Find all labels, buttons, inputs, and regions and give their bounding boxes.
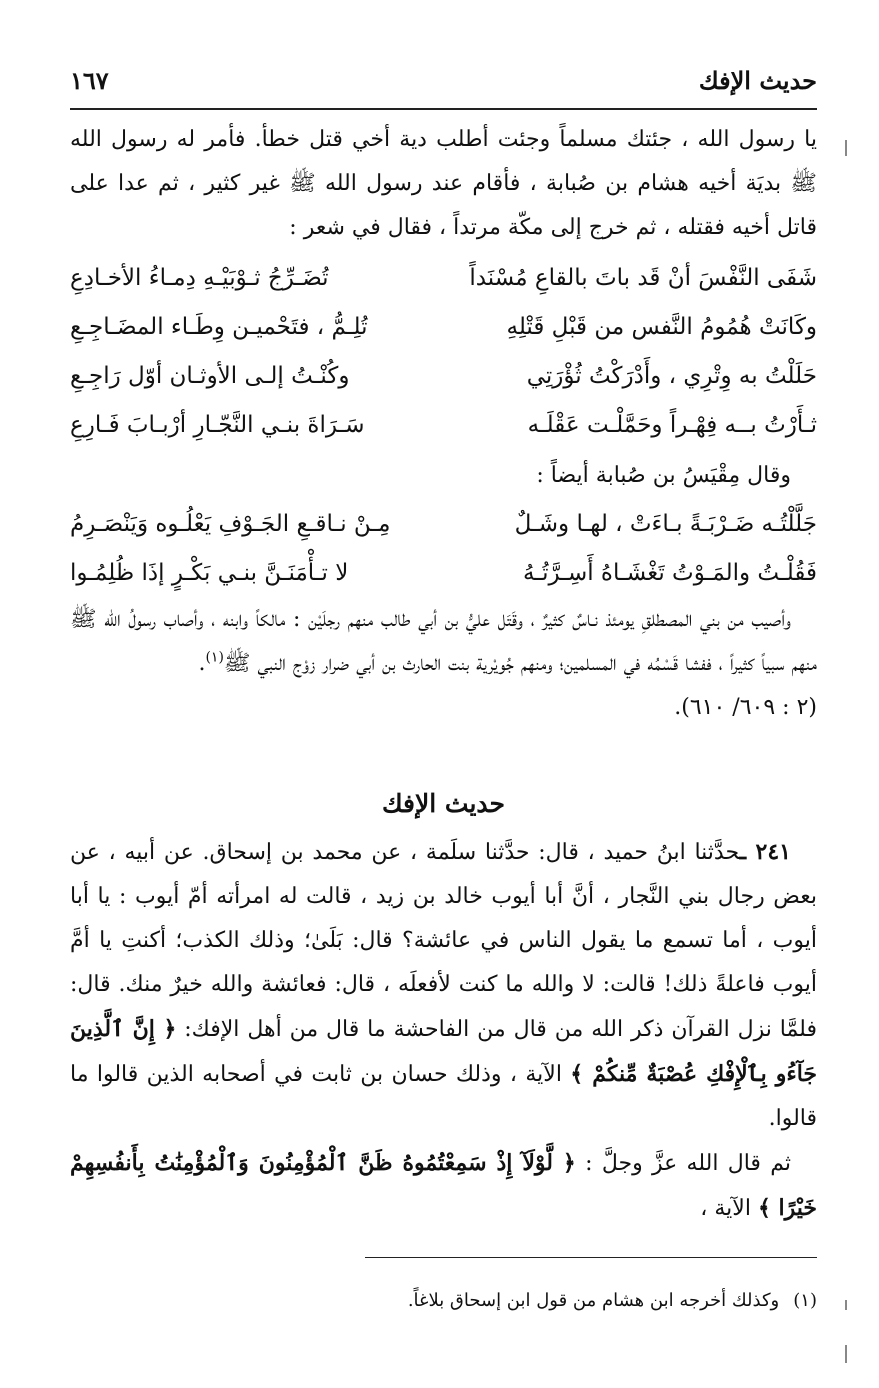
verse-first-hemistich: شَفَى النَّفْسَ أنْ قَد باتَ بالقاعِ مُسْنَداً [469,265,817,291]
hadith-text: الآية ، [700,1196,751,1221]
quran-verse: ﴿ إِنَّ ٱلَّذِينَ جَآءُو بِٱلْإِفْكِ عُصْبَةٌ مِّنكُمْ ﴾ [70,1016,817,1087]
quran-verse: ﴿ لَّوْلَآ إِذْ سَمِعْتُمُوهُ ظَنَّ ٱلْمُؤْمِنُونَ وَٱلْمُؤْمِنَٰتُ بِأَنفُسِهِمْ خَيْرًا ﴾ [70,1150,817,1221]
verse [70,549,817,598]
verse-second-hemistich: تُضَـرِّجُ ثـوْبَيْـهِ دِمـاءُ الأخـادِعِ [70,265,329,291]
running-title: حديث الإفك [698,66,817,95]
intro-paragraph: يا رسول الله ، جئتك مسلماً وجئت أطلب دية أخي قتل خطأ. فأمر له رسول الله ﷺ بديَة أخيه هشام بن صُبابة ، فأقام عند رسول الله ﷺ غير كثير ، ثم عدا على قاتل أخيه فقتله ، ثم خرج إلى مكّة مرتداً ، فقال في شعر : [70,127,817,240]
verse-first-hemistich: حَلَلْتُ به وِتْرِي ، وأَدْرَكْتُ ثُؤْرَتِي [526,363,817,389]
footnote-text: وكذلك أخرجه ابن هشام من قول ابن إسحاق بلاغاً. [407,1290,780,1311]
after-poem-paragraph [70,598,817,730]
verse-first-hemistich: ثـأَرْتُ بــه فِهْـراً وحَمَّلْـت عَقْلَـه [527,412,817,438]
page-body [70,118,817,1231]
verse-first-hemistich: فَقُلْـتُ والمَـوْتُ تَغْشَـاهُ أَسِـرَّتُـهُ [523,560,817,586]
after-poem-text: وأصيب من بني المصطلقِ يومئذ نـاسٌ كثيرٌ ، وقَتَل عليُّ بن أبي طالب منهم رجلَيْن : مالكاً وابنه ، وأصاب رسولُ الله ﷺ منهم سبياً كثيراً ، ففشا قَسْمُه في المسلمين؛ ومنهم جُويْرية بنت الحارث بن أبي ضرار زوْج النبي ﷺ [70,607,817,676]
verse [70,352,817,401]
margin-mark [845,140,847,156]
footnote-rule [365,1257,817,1258]
hadith-text: ثم قال الله عزَّ وجلَّ : [585,1151,791,1176]
verse-second-hemistich: مِـنْ نـاقـعِ الجَـوْفِ يَعْلُـوه وَيَنْصَـرِمُ [70,511,391,537]
hadith-text: الآية ، وذلك حسان بن ثابت في أصحابه الذين قالوا ما قالوا. [70,1062,817,1131]
verse-first-hemistich: جَلَّلْتُـه ضَـرْبَـةً بـاءَتْ ، لهـا وشَـلٌ [514,511,817,537]
margin-mark [845,1300,847,1310]
hadith-continuation [70,1141,817,1231]
header-rule [70,108,817,110]
source-reference: (٢ : ٦٠٩/ ٦١٠). [674,695,817,720]
verse-first-hemistich: وكَانَتْ هُمُومُ النَّفس من قَبْلِ قَتْلِهِ [506,314,817,340]
verse-second-hemistich: سَـرَاةَ بنـي النَّجّـارِ أرْبـابَ فَـارِعِ [70,412,365,438]
poem-two [70,500,817,598]
poem-two-intro: وقال مِقْيَسُ بن صُبابة أيضاً : [536,463,791,488]
hadith-text: حدَّثنا ابنُ حميد ، قال: حدَّثنا سلَمة ، عن محمد بن إسحاق. عن أبيه ، عن بعض رجال بني النَّجار ، أنَّ أبا أيوب خالد بن زيد ، قالت له امرأته أمّ أيوب : يا أبا أيوب ، أما تسمع ما يقول الناس في عائشة؟ قال: بَلَىٰ؛ وذلك الكذب؛ أكنتِ يا أمَّ أيوب فاعلةً ذلك! قالت: لا والله ما كنت لأفعلَه ، قال: فعائشة والله خيرٌ منك. قال: فلمَّا نزل القرآن ذكر الله من قال من الفاحشة ما قال من أهل الإفك: [70,840,817,1042]
hadith-dash: ـ [739,839,756,865]
verse [70,401,817,450]
verse-second-hemistich: تُلِـمُّ ، فتَحْميـن وِطَـاء المضَـاجِـعِ [70,314,368,340]
verse [70,303,817,352]
footnote [70,1286,817,1316]
verse [70,254,817,303]
hadith-number: ٢٤١ [755,839,791,865]
margin-mark [845,1345,847,1363]
hadith-paragraph [70,830,817,1141]
verse [70,500,817,549]
after-poem-end: . [198,651,206,676]
footnote-reference: (١) [205,649,224,666]
page-number: ١٦٧ [70,66,109,95]
page-header [70,60,817,100]
section-title: حديث الإفك [381,789,505,818]
verse-second-hemistich: وكُنْـتُ إلـى الأوثـان أوّل رَاجِـعِ [70,363,350,389]
poem-one [70,254,817,450]
footnote-marker: (١) [793,1290,817,1311]
verse-second-hemistich: لا تـأْمَنَـنَّ بنـي بَكْـرٍ إذَا ظُلِمُـوا [70,560,349,586]
